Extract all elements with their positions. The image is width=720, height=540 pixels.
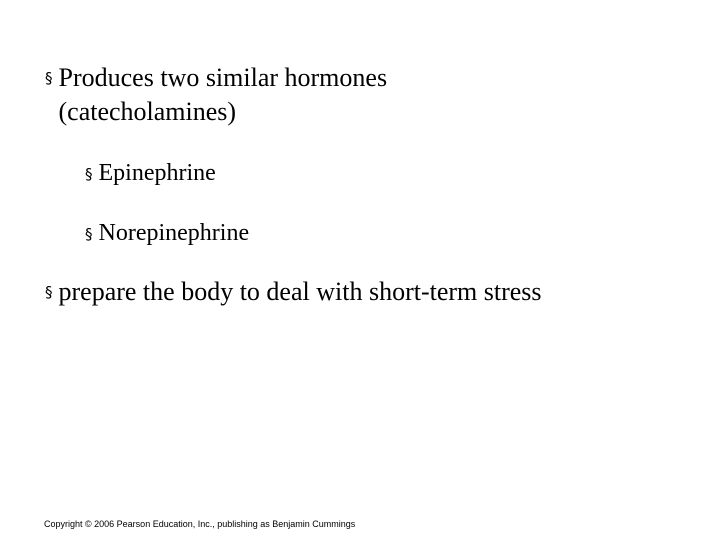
bullet-marker: § [85,165,93,183]
bullet-marker: § [45,283,53,301]
bullet-item-4 [45,275,685,309]
bullet-text-2: Epinephrine [98,160,216,186]
bullet-item-2 [85,158,345,188]
bullet-item-1 [45,61,515,129]
bullet-item-3 [85,218,345,248]
bullet-text-1: Produces two similar hormones (catecholamines) [58,63,388,126]
copyright-footer: Copyright © 2006 Pearson Education, Inc., publishing as Benjamin Cummings [44,519,356,529]
bullet-text-4: prepare the body to deal with short-term stress [58,277,542,306]
bullet-marker: § [45,69,53,87]
bullet-marker: § [85,225,93,243]
bullet-text-3: Norepinephrine [98,220,250,246]
